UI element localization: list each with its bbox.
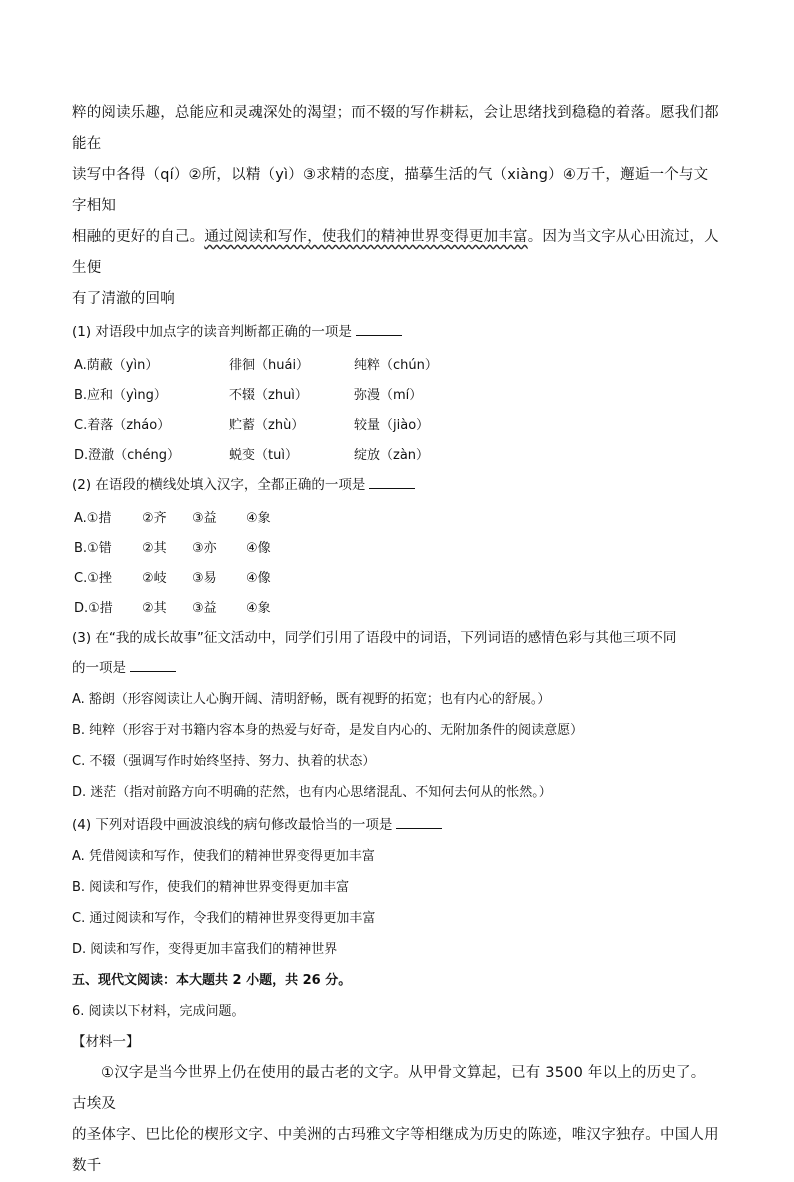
option-cell: ②齐 bbox=[142, 510, 167, 526]
answer-blank bbox=[130, 657, 176, 672]
option-cell: 不辍（zhuì） bbox=[229, 387, 308, 403]
question-3-option-c: C. 不辍（强调写作时始终坚持、努力、执着的状态） bbox=[72, 754, 376, 769]
question-4-option-d: D. 阅读和写作，变得更加丰富我们的精神世界 bbox=[72, 942, 338, 957]
option-cell: B.应和（yìng） bbox=[74, 387, 167, 403]
option-cell: 贮蓄（zhù） bbox=[229, 417, 305, 433]
exam-page bbox=[72, 98, 720, 1182]
question-2-option-b bbox=[74, 531, 720, 561]
option-cell: 蜕变（tuì） bbox=[229, 447, 298, 463]
wavy-underlined-sentence: 通过阅读和写作，使我们的精神世界变得更加丰富 bbox=[204, 229, 528, 245]
option-cell: ④象 bbox=[246, 600, 271, 616]
question-1-text: (1) 对语段中加点字的读音判断都正确的一项是 bbox=[72, 324, 352, 340]
passage-line-3 bbox=[72, 222, 720, 284]
question-3-stem-line-1: (3) 在“我的成长故事”征文活动中，同学们引用了语段中的词语，下列词语的感情色彩与其他三项不同 bbox=[72, 630, 677, 646]
option-cell: ③益 bbox=[192, 600, 217, 616]
question-3-text: 的一项是 bbox=[72, 660, 126, 676]
question-4-text: (4) 下列对语段中画波浪线的病句修改最恰当的一项是 bbox=[72, 817, 393, 833]
question-4-option-c: C. 通过阅读和写作，令我们的精神世界变得更加丰富 bbox=[72, 911, 376, 926]
material-1-line-2: 的圣体字、巴比伦的楔形文字、中美洲的古玛雅文字等相继成为历史的陈迹，唯汉字独存。中国人用数千 bbox=[72, 1127, 719, 1174]
section-5-heading: 五、现代文阅读：本大题共 2 小题，共 26 分。 bbox=[72, 973, 352, 988]
option-cell: ④像 bbox=[246, 570, 271, 586]
option-cell: 较量（jiào） bbox=[354, 417, 430, 433]
passage-line-3-start: 相融的更好的自己。 bbox=[72, 229, 205, 245]
passage-line-4: 有了清澈的回响 bbox=[72, 291, 175, 307]
answer-blank bbox=[369, 474, 415, 489]
question-4-stem bbox=[72, 812, 720, 838]
question-1-option-a bbox=[74, 348, 720, 378]
option-cell: 徘徊（huái） bbox=[229, 357, 310, 373]
option-cell: D.澄澈（chéng） bbox=[74, 447, 181, 463]
passage-line-3-end: 。因为当文字从心田流过，人生便 bbox=[72, 229, 719, 276]
option-cell: ④象 bbox=[246, 510, 271, 526]
option-cell: C.①挫 bbox=[74, 570, 112, 586]
passage-line-2: 读写中各得（qí）②所，以精（yì）③求精的态度，描摹生活的气（xiàng）④万千，邂逅一个与文字相知 bbox=[72, 167, 709, 214]
option-cell: 弥漫（mí） bbox=[354, 387, 423, 403]
question-1-stem bbox=[72, 319, 720, 345]
option-cell: B.①错 bbox=[74, 540, 112, 556]
question-3-option-d: D. 迷茫（指对前路方向不明确的茫然，也有内心思绪混乱、不知何去何从的怅然。） bbox=[72, 785, 552, 800]
question-3-stem-line-2 bbox=[72, 655, 720, 681]
option-cell: ②岐 bbox=[142, 570, 167, 586]
option-cell: ②其 bbox=[142, 600, 167, 616]
option-cell: ③易 bbox=[192, 570, 217, 586]
question-4-option-b: B. 阅读和写作，使我们的精神世界变得更加丰富 bbox=[72, 880, 350, 895]
question-3-option-b: B. 纯粹（形容于对书籍内容本身的热爱与好奇，是发自内心的、无附加条件的阅读意愿） bbox=[72, 723, 584, 738]
option-cell: D.①措 bbox=[74, 600, 113, 616]
question-2-text: (2) 在语段的横线处填入汉字，全都正确的一项是 bbox=[72, 477, 366, 493]
answer-blank bbox=[356, 321, 402, 336]
option-cell: A.荫蔽（yìn） bbox=[74, 357, 159, 373]
question-2-option-d bbox=[74, 591, 720, 621]
question-4-option-a: A. 凭借阅读和写作，使我们的精神世界变得更加丰富 bbox=[72, 849, 375, 864]
option-cell: C.着落（zháo） bbox=[74, 417, 171, 433]
question-1-option-b bbox=[74, 378, 720, 408]
option-cell: 纯粹（chún） bbox=[354, 357, 438, 373]
option-cell: ②其 bbox=[142, 540, 167, 556]
option-cell: ③益 bbox=[192, 510, 217, 526]
option-cell: A.①措 bbox=[74, 510, 112, 526]
option-cell: ④像 bbox=[246, 540, 271, 556]
answer-blank bbox=[396, 814, 442, 829]
question-2-option-a bbox=[74, 501, 720, 531]
question-1-option-c bbox=[74, 408, 720, 438]
question-2-stem bbox=[72, 472, 720, 498]
question-1-option-d bbox=[74, 438, 720, 468]
passage-line-1: 粹的阅读乐趣，总能应和灵魂深处的渴望；而不辍的写作耕耘，会让思绪找到稳稳的着落。愿我们都能在 bbox=[72, 105, 719, 152]
option-cell: ③亦 bbox=[192, 540, 217, 556]
material-1-title: 【材料一】 bbox=[72, 1034, 140, 1050]
option-cell: 绽放（zàn） bbox=[354, 447, 430, 463]
material-1-line-1: ①汉字是当今世界上仍在使用的最古老的文字。从甲骨文算起，已有 3500 年以上的历史了。古埃及 bbox=[72, 1065, 706, 1112]
question-3-option-a: A. 豁朗（形容阅读让人心胸开阔、清明舒畅，既有视野的拓宽；也有内心的舒展。） bbox=[72, 692, 551, 707]
question-6-instruction: 6. 阅读以下材料，完成问题。 bbox=[72, 1004, 245, 1019]
question-2-option-c bbox=[74, 561, 720, 591]
